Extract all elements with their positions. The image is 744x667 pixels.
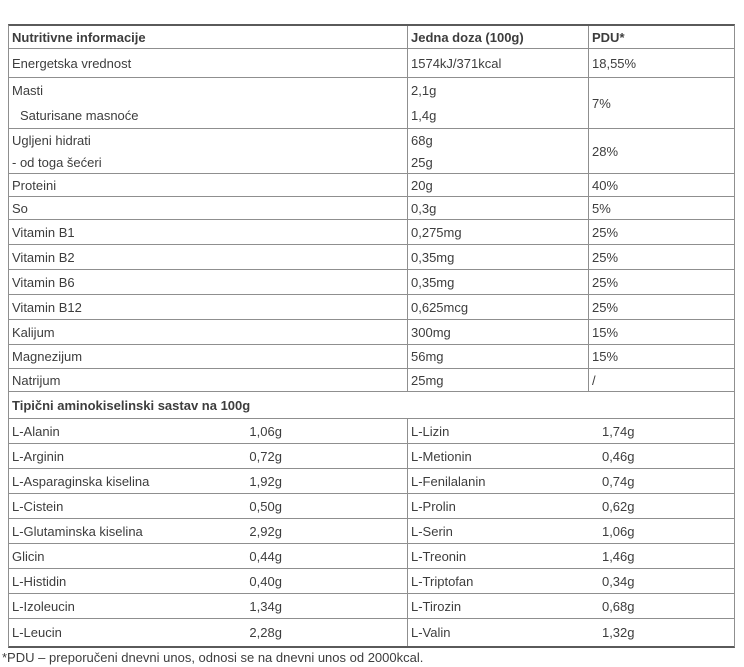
row-value: 56mg: [408, 345, 589, 368]
row-pdu: 15%: [592, 349, 619, 364]
amino-name: L-Serin: [411, 523, 453, 539]
row-pdu: 28%: [592, 143, 619, 159]
row-pdu: 25%: [592, 224, 619, 240]
nutrition-table: [8, 24, 735, 648]
pdu-footnote: *PDU – preporučeni dnevni unos, odnosi se na dnevni unos od 2000kcal.: [2, 650, 424, 665]
row-label: Energetska vrednost: [9, 49, 408, 77]
table-row-vitamin-b1: [9, 220, 734, 245]
row-label: Ugljeni hidrati: [12, 132, 91, 148]
amino-row: [9, 444, 734, 469]
amino-row: [9, 519, 734, 544]
amino-row: [9, 469, 734, 494]
row-pdu: 7%: [592, 95, 611, 111]
amino-value: 0,50g: [249, 498, 282, 514]
amino-value: 0,40g: [249, 573, 282, 589]
row-value: 0,275mg: [408, 220, 589, 244]
amino-value: 1,74g: [601, 423, 635, 439]
table-row-magnesium: [9, 345, 734, 369]
amino-name: Glicin: [12, 548, 45, 564]
amino-row: [9, 419, 734, 444]
row-value: 0,35mg: [408, 270, 589, 294]
row-pdu: 25%: [592, 249, 619, 265]
row-value: 68g: [411, 132, 433, 148]
row-sublabel: Saturisane masnoće: [20, 108, 139, 123]
table-row-vitamin-b12: [9, 295, 734, 320]
amino-value: 2,92g: [249, 523, 282, 539]
amino-name: L-Treonin: [411, 548, 467, 564]
table-row-energy: [9, 49, 734, 78]
amino-name: L-Histidin: [12, 573, 67, 589]
table-row-potassium: [9, 320, 734, 345]
row-value: 20g: [408, 174, 589, 196]
amino-name: L-Lizin: [411, 423, 450, 439]
amino-name: L-Alanin: [12, 423, 60, 439]
amino-value: 1,06g: [601, 523, 635, 539]
header-pdu: PDU*: [592, 29, 625, 45]
table-row-fats: [9, 78, 734, 129]
table-row-salt: [9, 197, 734, 220]
amino-row: [9, 619, 734, 646]
amino-row: [9, 544, 734, 569]
row-pdu: /: [592, 372, 596, 388]
amino-row: [9, 594, 734, 619]
amino-value: 1,34g: [249, 598, 282, 614]
row-value: 2,1g: [411, 83, 437, 98]
amino-name: L-Glutaminska kiselina: [12, 523, 143, 539]
table-row-protein: [9, 174, 734, 197]
row-pdu: 18,55%: [592, 55, 637, 71]
amino-name: L-Triptofan: [411, 573, 474, 589]
row-label-group: [9, 78, 408, 128]
amino-value: 0,34g: [601, 573, 635, 589]
row-value-group: [408, 129, 589, 173]
row-label: Vitamin B1: [9, 220, 408, 244]
row-value: 0,35mg: [408, 245, 589, 269]
amino-value: 0,74g: [601, 473, 635, 489]
row-pdu: 15%: [592, 324, 619, 340]
amino-name: L-Fenilalanin: [411, 473, 486, 489]
table-row-sodium: [9, 369, 734, 392]
row-label-group: [9, 129, 408, 173]
amino-name: L-Izoleucin: [12, 598, 75, 614]
amino-value: 2,28g: [249, 625, 282, 640]
table-header-row: [9, 26, 734, 49]
amino-value: 1,92g: [249, 473, 282, 489]
amino-name: L-Cistein: [12, 498, 64, 514]
row-value: 1574kJ/371kcal: [408, 49, 589, 77]
amino-name: L-Leucin: [12, 625, 62, 640]
amino-section-title-row: [9, 392, 734, 419]
row-pdu: 5%: [592, 200, 611, 216]
amino-value: 0,44g: [249, 548, 282, 564]
row-pdu: 25%: [592, 274, 619, 290]
amino-value: 1,32g: [601, 625, 635, 640]
amino-name: L-Tirozin: [411, 598, 462, 614]
amino-name: L-Prolin: [411, 498, 456, 514]
amino-name: L-Valin: [411, 625, 451, 640]
row-label: Vitamin B6: [9, 270, 408, 294]
row-label: Proteini: [9, 174, 408, 196]
row-value: 0,3g: [408, 197, 589, 219]
amino-value: 0,68g: [601, 598, 635, 614]
row-label: Masti: [12, 83, 44, 98]
row-label: Kalijum: [9, 320, 408, 344]
row-label: Vitamin B12: [9, 295, 408, 319]
header-serving: Jedna doza (100g): [408, 26, 589, 48]
row-value: 300mg: [408, 320, 589, 344]
table-row-vitamin-b6: [9, 270, 734, 295]
row-label: Natrijum: [9, 369, 408, 391]
amino-name: L-Asparaginska kiselina: [12, 473, 150, 489]
amino-value: 1,06g: [249, 423, 282, 439]
row-subvalue: 25g: [411, 154, 433, 170]
amino-name: L-Arginin: [12, 448, 65, 464]
amino-value: 0,62g: [601, 498, 635, 514]
amino-value: 1,46g: [601, 548, 635, 564]
table-row-vitamin-b2: [9, 245, 734, 270]
row-pdu: 25%: [592, 299, 619, 315]
amino-row: [9, 569, 734, 594]
amino-value: 0,46g: [601, 448, 635, 464]
row-sublabel: - od toga šećeri: [12, 154, 102, 170]
row-label: Magnezijum: [9, 345, 408, 368]
amino-section-title: Tipični aminokiselinski sastav na 100g: [12, 397, 251, 413]
row-value-group: [408, 78, 589, 128]
amino-row: [9, 494, 734, 519]
table-row-carbs: [9, 129, 734, 174]
amino-value: 0,72g: [249, 448, 282, 464]
amino-name: L-Metionin: [411, 448, 472, 464]
row-label: Vitamin B2: [9, 245, 408, 269]
row-subvalue: 1,4g: [411, 108, 437, 123]
row-value: 25mg: [408, 369, 589, 391]
row-label: So: [9, 197, 408, 219]
row-pdu: 40%: [592, 177, 619, 193]
header-nutrition-info: Nutritivne informacije: [9, 26, 408, 48]
row-value: 0,625mcg: [408, 295, 589, 319]
